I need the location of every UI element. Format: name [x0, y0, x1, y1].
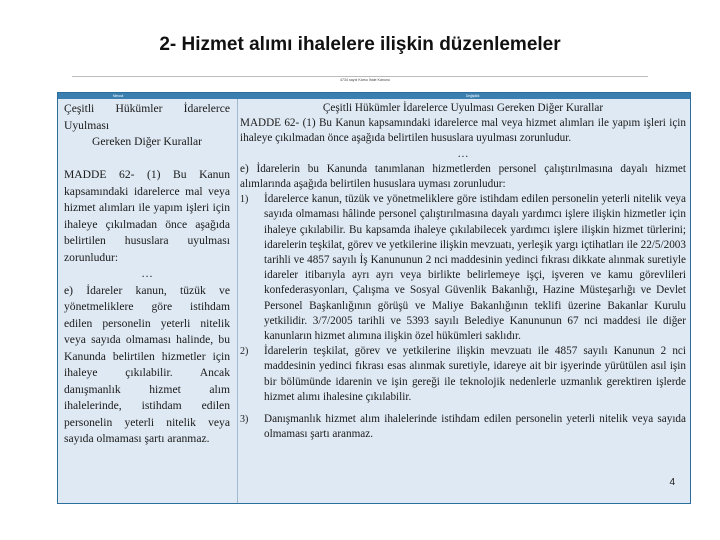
current-text-column: [64, 101, 230, 448]
list-item-number: 3): [240, 414, 249, 426]
left-item-e: e) İdareler kanun, tüzük ve yönetmeliklere göre istihdam edilen personelin yeterli nitelik veya sayıda olmaması halinde, bu Kanunda belirtilen hizmetler için ihaleye çıkılabilir. Ancak danışmanlık hizmet alım ihalelerinde, istihdam edilen personelin yeterli nitelik veya sayıda olmaması şartı aranmaz.: [64, 283, 230, 445]
list-item-number: 2): [240, 346, 249, 358]
left-heading-line2: Gereken Diğer Kurallar: [91, 135, 203, 148]
amended-text-column: [240, 101, 686, 442]
list-item: [240, 192, 686, 344]
left-heading-line1: Çeşitli Hükümler İdarelerce Uyulması: [64, 102, 230, 132]
table-header-row: [58, 93, 690, 99]
list-item: [240, 412, 686, 442]
right-item-e: e) İdarelerin bu Kanunda tanımlanan hizmetlerden personel çalıştırılmasına dayalı hizmet alımlarında aşağıda belirtilen hususlara uyması zorunludur:: [240, 162, 686, 191]
right-heading: Çeşitli Hükümler İdarelerce Uyulması Gereken Diğer Kurallar: [322, 102, 604, 114]
left-article-paragraph: MADDE 62- (1) Bu Kanun kapsamındaki idarelerce mal veya hizmet alımları ile yapım işleri için ihaleye çıkılmadan önce aşağıda belirtilen hususlara uyulması zorunludur:: [64, 168, 230, 264]
header-current: Mevcut: [113, 94, 124, 98]
comparison-table: [57, 92, 691, 504]
slide-title: 2- Hizmet alımı ihalelere ilişkin düzenlemeler: [159, 34, 561, 55]
list-item-text: İdarelerce kanun, tüzük ve yönetmeliklere göre istihdam edilen personelin yeterli nitelik veya sayıda olmaması hâlinde personel çalıştırılmasına dayalı yardımcı işlere ilişkin hizmetler için ihaleye çıkılabilir. Bu kapsamda ihaleye çıkılabilecek yardımcı işlere ilişkin hizmet türlerini; idarelerin teşkilat, görev ve yetkilerine ilişkin mevzuatı, yerleşik yargı içtihatları ile 22/5/2003 tarihli ve 4857 sayılı İş Kanununun 2 nci maddesinin yedinci fıkrası dikkate alınmak suretiyle idareler itibarıyla ayrı ayrı veya birlikte belirlemeye işçi, işveren ve kamu görevlileri konfederasyonları, Çalışma ve Sosyal Güvenlik Bakanlığı, Hazine Müsteşarlığı ve Devlet Personel Başkanlığının görüşü ve Maliye Bakanlığının teklifi üzerine Bakanlar Kurulu yetkilidir. 3/7/2005 tarihli ve 5393 sayılı Belediye Kanununun 67 nci maddesi ile diğer kanunların hizmet alımına ilişkin özel hükümleri saklıdır.: [264, 193, 686, 343]
list-item-text: Danışmanlık hizmet alım ihalelerinde istihdam edilen personelin yeterli nitelik veya sayıda olmaması şartı aranmaz.: [264, 413, 686, 441]
list-item-number: 1): [240, 194, 249, 206]
title-divider: [72, 76, 648, 77]
header-change: Değişiklik: [466, 94, 480, 98]
right-article-paragraph: MADDE 62- (1) Bu Kanun kapsamındaki idarelerce mal veya hizmet alımları ile yapım işleri için ihaleye çıkılmadan önce aşağıda belirtilen hususlara uyulması zorunludur.: [240, 117, 686, 145]
list-item-text: İdarelerin teşkilat, görev ve yetkilerine ilişkin mevzuatı ile 4857 sayılı Kanunun 2 nci maddesinin yedinci fıkrası esas alınmak suretiyle, idareye ait bir işyerinde yürütülen asıl işin bir bölümünde idarenin ve işin gereği ile teknolojik nedenlerle uzmanlık gerektiren işlerde hizmet alımı ihalesine çıkılabilir.: [264, 345, 686, 403]
right-ellipsis: …: [457, 147, 469, 160]
left-ellipsis: …: [141, 267, 153, 280]
page-number: 4: [669, 477, 675, 488]
column-divider: [237, 99, 238, 503]
list-item: [240, 344, 686, 405]
table-caption: 4734 sayılı Kamu İhale Kanunu: [340, 78, 390, 82]
